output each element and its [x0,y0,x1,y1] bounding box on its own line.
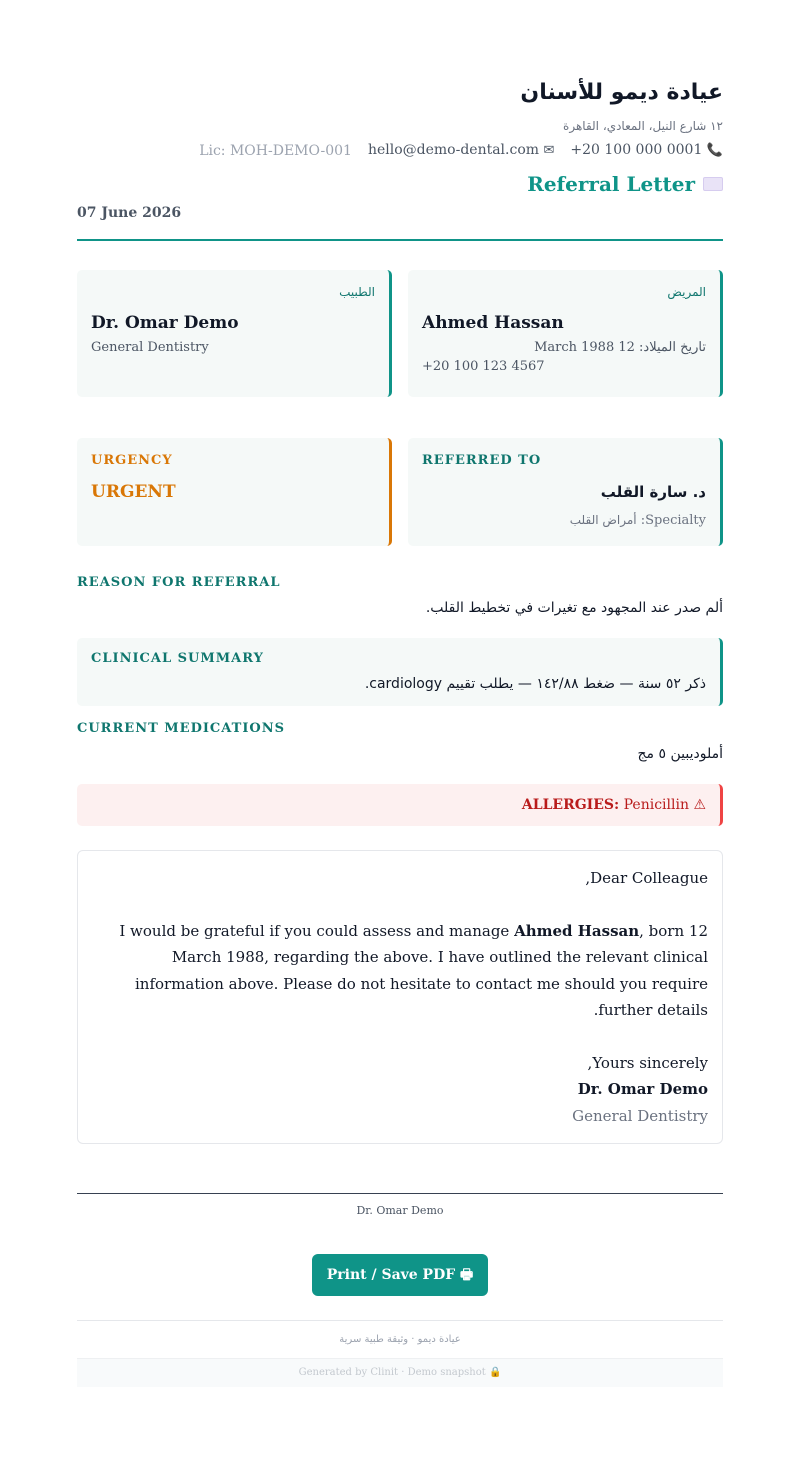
clinic-email: hello@demo-dental.com [367,142,540,158]
printer-icon: 🖶 [460,1267,474,1283]
email-contact [368,140,554,161]
medications-text: أملوديبين ٥ مج [637,746,723,762]
letter-body-after: , born 12 March 1988, regarding the above. I have outlined the relevant clinical information above. Please do not hesitate to contact me should you require further details. [134,921,708,1019]
warning-icon: ⚠ [693,797,706,813]
reason-section [77,574,723,618]
footer-text: عيادة ديمو · وثيقة طبية سرية [339,1334,461,1345]
phone-icon: 📞 [706,143,723,158]
clinic-address: ١٢ شارع النيل، المعادي، القاهرة [563,119,723,133]
letter-signature-name: Dr. Omar Demo [577,1080,708,1098]
document-date: 07 June 2026 [77,205,182,221]
medications-label: CURRENT MEDICATIONS [77,721,286,736]
letter-signature-role: General Dentistry [572,1106,708,1125]
print-button-wrap [77,1254,723,1296]
footer-divider [77,1320,723,1321]
clinic-name: عيادة ديمو للأسنان [520,80,723,105]
document-icon [703,177,723,191]
doctor-label: الطبيب [339,285,375,299]
allergy-label: ALLERGIES: [521,797,620,813]
allergy-line [522,797,706,813]
party-cards [77,270,723,397]
specialty-value: أمراض القلب [569,513,637,527]
medications-section [77,720,723,764]
referred-to-name: د. سارة القلب [600,483,706,501]
clinical-summary-text: ذكر ٥٢ سنة — ضغط ١٤٢/٨٨ — يطلب تقييم cardiology. [364,676,706,692]
doctor-name: Dr. Omar Demo [91,313,239,333]
clinic-header [77,78,723,223]
urgency-card [77,438,392,546]
signature-line [77,1193,723,1194]
allergy-value: Penicillin [623,797,689,813]
referral-cards [77,438,723,546]
document-title: Referral Letter [527,172,695,196]
doctor-specialty: General Dentistry [91,340,209,355]
clinic-phone: +20 100 000 0001 [570,142,703,158]
doctor-card [77,270,392,397]
referral-letter-page [77,0,723,1387]
patient-dob: تاريخ الميلاد: 12 March 1988 [534,340,706,355]
phone-contact [570,140,723,161]
letter-body-before: I would be grateful if you could assess and manage [119,921,515,940]
clinical-summary-label: CLINICAL SUMMARY [91,651,264,666]
patient-card [408,270,723,397]
specialty-label: Specialty: [640,513,706,528]
signature-caption: Dr. Omar Demo [356,1204,444,1217]
referred-to-label: REFERRED TO [422,453,542,468]
letter-closing: Yours sincerely, [587,1053,708,1072]
letter-greeting: Dear Colleague, [585,869,708,887]
reason-label: REASON FOR REFERRAL [77,575,281,590]
urgency-label: URGENCY [91,453,173,468]
patient-label: المريض [667,285,706,299]
clinical-summary-box [77,638,723,706]
reason-text: ألم صدر عند المجهود مع تغيرات في تخطيط القلب. [425,600,723,616]
print-button[interactable] [312,1254,488,1296]
patient-name: Ahmed Hassan [422,313,564,333]
patient-phone: +20 100 123 4567 [422,359,545,374]
print-button-label: Print / Save PDF [326,1267,456,1283]
clinic-license: Lic: MOH-DEMO-001 [199,142,352,159]
contact-row [77,140,723,161]
allergy-alert [77,784,723,826]
letter-patient-name: Ahmed Hassan [514,921,640,940]
mail-icon: ✉ [543,143,555,158]
generated-text: Generated by Clinit · Demo snapshot [298,1367,486,1378]
letter-body [77,850,723,1144]
header-divider [77,239,723,241]
generated-bar [77,1359,723,1387]
urgency-value: URGENT [91,482,176,502]
referred-to-specialty-line [422,511,706,530]
referred-to-card [408,438,723,546]
lock-icon: 🔒 [488,1367,502,1378]
document-title-row [77,171,723,197]
letter-paragraph [92,918,708,1024]
